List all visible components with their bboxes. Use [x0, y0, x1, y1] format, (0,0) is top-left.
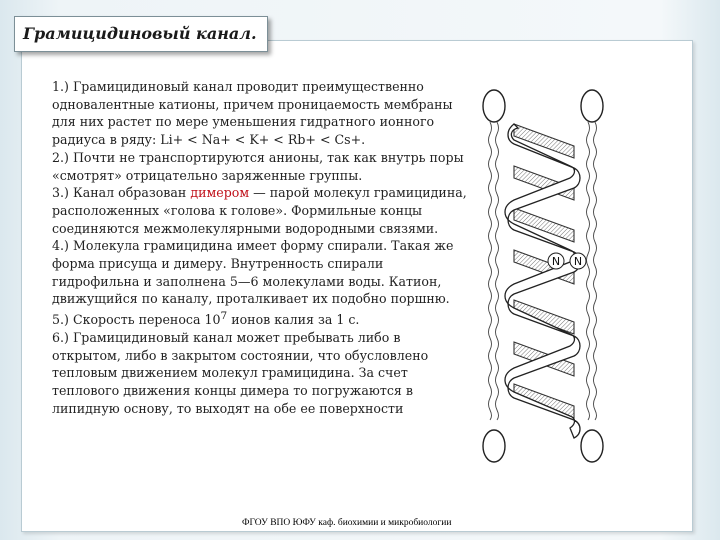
- item-6-number: 6.): [52, 330, 69, 346]
- lipid-head-bottom-right: [581, 430, 603, 462]
- lipid-head-top-left: [483, 90, 505, 122]
- item-3-highlight: димером: [190, 185, 250, 201]
- item-4-text: Молекула грамицидина имеет форму спирали. Такая же форма присуща и димеру. Внутренность спирали гидрофильна и заполнена 5—6 молекулами воды. Катион, движущийся по каналу, проталкивает их подобно поршню.: [52, 238, 454, 307]
- item-5-text-before: Скорость переноса 10: [72, 312, 221, 328]
- slide-title-box: [14, 16, 268, 52]
- item-1-number: 1.): [52, 79, 69, 94]
- item-6: [52, 329, 470, 418]
- item-5-text-after: ионов калия за 1 с.: [231, 312, 360, 328]
- gramicidin-channel-figure: [474, 84, 614, 474]
- item-3-text-after: — парой молекул грамицидина, расположенных «голова к голове». Формильные концы соединяются межмолекулярными водородными связями.: [52, 185, 467, 236]
- n-terminus-left-label: N: [551, 255, 561, 268]
- lipid-tail-left-b: [496, 122, 499, 420]
- item-1: [52, 78, 470, 149]
- lipid-head-top-right: [581, 90, 603, 122]
- lipid-tail-right-a: [587, 122, 590, 420]
- n-terminus-right-label: N: [573, 255, 583, 268]
- item-3-number: 3.): [52, 185, 69, 201]
- item-3: [52, 184, 470, 237]
- footer-caption: ФГОУ ВПО ЮФУ каф. биохимии и микробиологии: [242, 518, 452, 528]
- item-2: [52, 149, 470, 184]
- lipid-tail-right-b: [594, 122, 597, 420]
- body-text: [52, 78, 470, 418]
- item-2-number: 2.): [52, 149, 69, 165]
- item-3-text-before: Канал образован: [72, 185, 187, 201]
- item-5-number: 5.): [52, 312, 69, 328]
- item-6-text: Грамицидиновый канал может пребывать либо в открытом, либо в закрытом состоянии, что обусловлено тепловым движением молекул грамицидина. За счет теплового движения концы димера то погружаются в липидную основу, то выходят на обе ее поверхности: [52, 330, 429, 416]
- item-1-text: Грамицидиновый канал проводит преимущественно одновалентные катионы, причем проницаемость мембраны для них растет по мере уменьшения гидратного ионного радиуса в ряду: Li+ < Na+ < K+ < Rb+ < Cs+.: [52, 79, 453, 148]
- item-2-text: Почти не транспортируются анионы, так как внутрь поры «смотрят» отрицательно заряженные группы.: [52, 149, 464, 183]
- item-4-number: 4.): [52, 238, 69, 254]
- lipid-head-bottom-left: [483, 430, 505, 462]
- lipid-tail-left-a: [489, 122, 492, 420]
- item-4: [52, 237, 470, 308]
- item-5-superscript: 7: [220, 310, 228, 323]
- item-5: [52, 308, 470, 329]
- slide-title: Грамицидиновый канал.: [23, 24, 257, 43]
